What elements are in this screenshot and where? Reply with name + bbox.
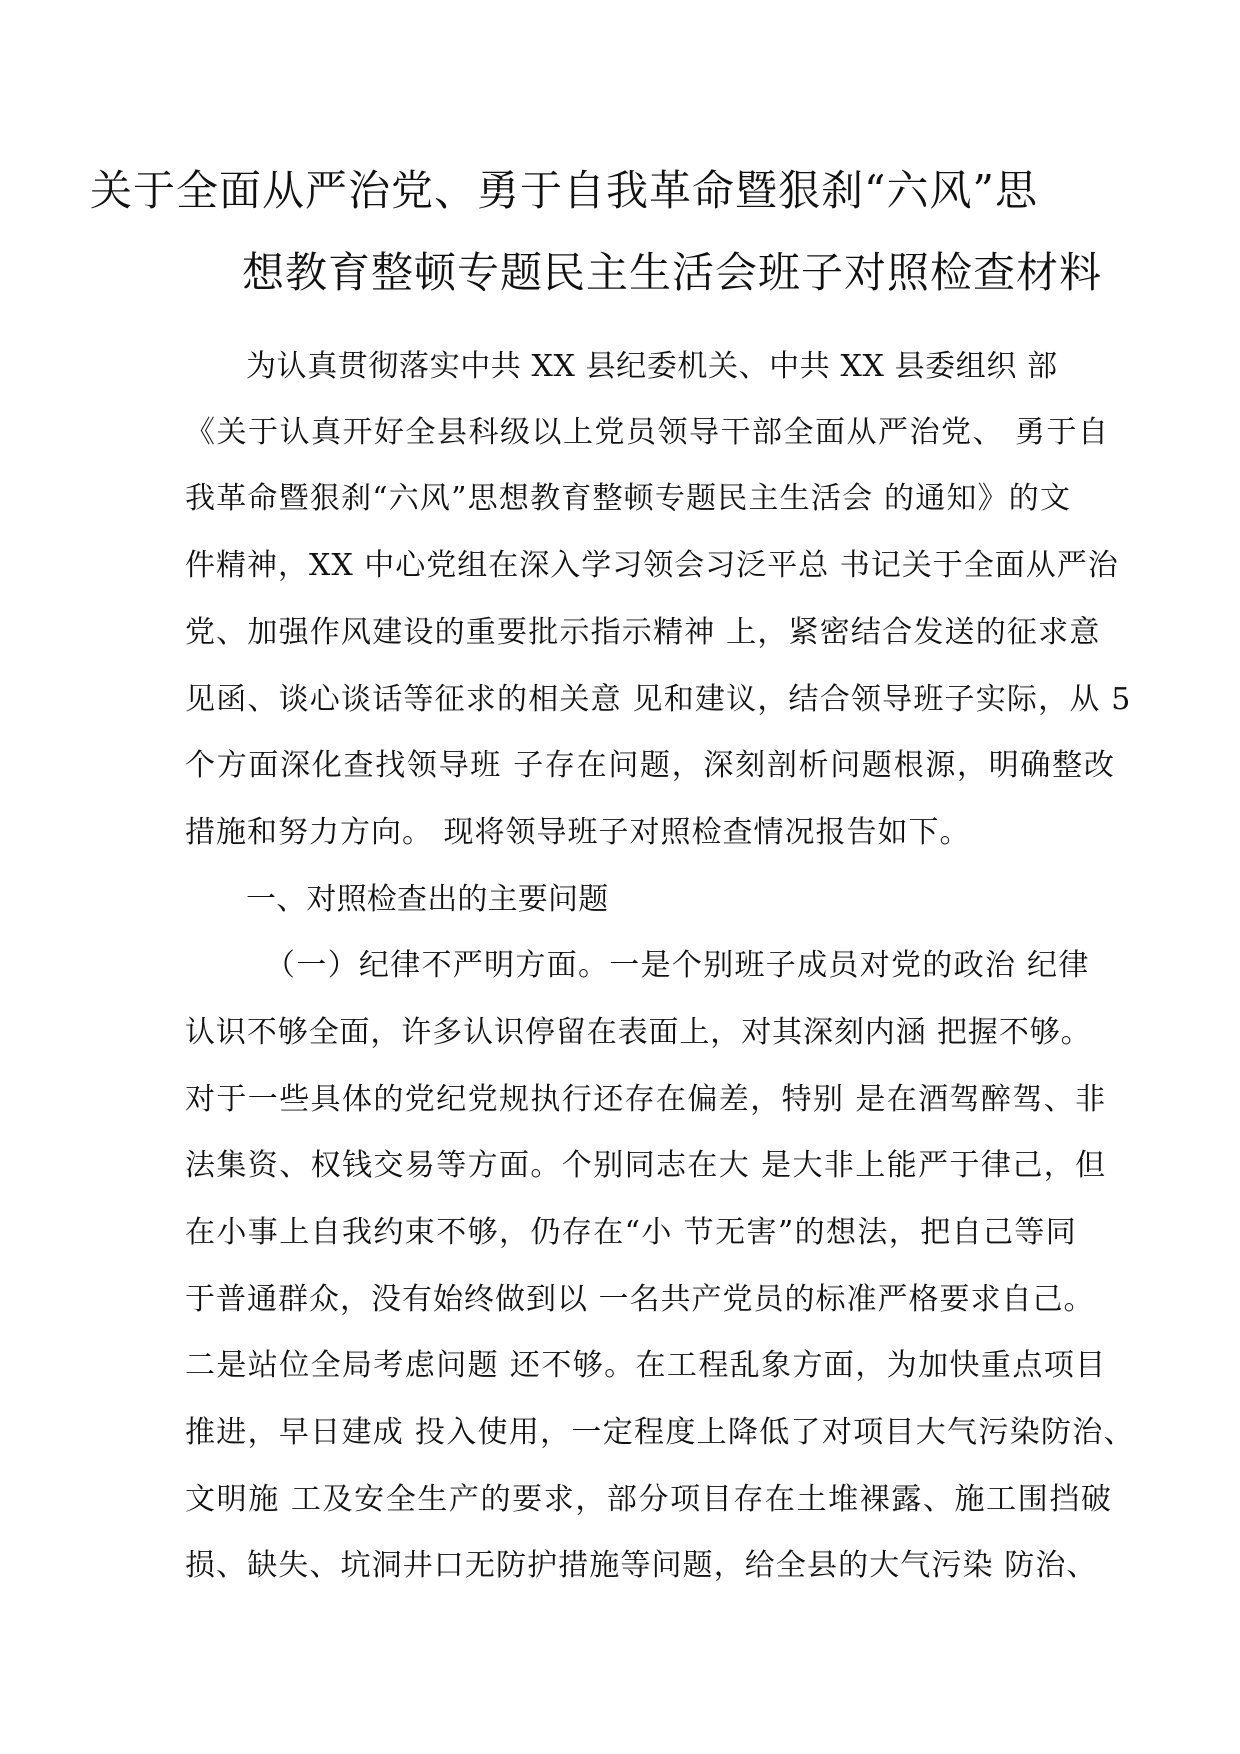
body-line-7: 个方面深化查找领导班 子存在问题，深刻剖析问题根源，明确整改 xyxy=(185,748,1116,783)
section-heading-1: 一、对照检查出的主要问题 xyxy=(246,882,609,917)
body-line-11: 认识不够全面，许多认识停留在表面上，对其深刻内涵 把握不够。 xyxy=(185,1015,1092,1050)
body-line-19: 损、缺失、坑洞井口无防护措施等问题，给全县的大气污染 防治、 xyxy=(185,1548,1098,1583)
body-line-18: 文明施 工及安全生产的要求，部分项目存在土堆裸露、施工围挡破 xyxy=(185,1482,1113,1517)
document-title-line-1: 关于全面从严治党、勇于自我革命暨狠刹“六风”思 xyxy=(90,166,1038,215)
body-line-17: 推进，早日建成 投入使用，一定程度上降低了对项目大气污染防治、 xyxy=(185,1415,1135,1450)
body-line-16: 二是站位全局考虑问题 还不够。在工程乱象方面，为加快重点项目 xyxy=(185,1348,1107,1383)
body-line-13: 法集资、权钱交易等方面。个别同志在大 是大非上能严于律己，但 xyxy=(185,1148,1107,1183)
subsection-heading-1: （一）纪律不严明方面。一是个别班子成员对党的政治 纪律 xyxy=(265,948,1090,983)
body-line-1: 为认真贯彻落实中共 XX 县纪委机关、中共 XX 县委组织 部 xyxy=(246,349,1058,384)
body-line-5: 党、加强作风建设的重要批示指示精神 上，紧密结合发送的征求意 xyxy=(185,615,1101,650)
body-line-12: 对于一些具体的党纪党规执行还存在偏差，特别 是在酒驾醉驾、非 xyxy=(185,1082,1107,1117)
body-line-6: 见函、谈心谈话等征求的相关意 见和建议，结合领导班子实际，从 5 xyxy=(185,682,1132,717)
body-line-3: 我革命暨狠刹“六风”思想教育整顿专题民主生活会 的通知》的文 xyxy=(185,481,1072,516)
body-line-14: 在小事上自我约束不够，仍存在“小 节无害”的想法，把自己等同 xyxy=(185,1215,1078,1250)
body-line-8: 措施和努力方向。 现将领导班子对照检查情况报告如下。 xyxy=(185,815,971,850)
body-line-2: 《关于认真开好全县科级以上党员领导干部全面从严治党、 勇于自 xyxy=(185,415,1110,450)
document-title-line-2: 想教育整顿专题民主生活会班子对照检查材料 xyxy=(242,248,1103,297)
body-line-4: 件精神，XX 中心党组在深入学习领会习泛平总 书记关于全面从严治 xyxy=(185,548,1119,583)
body-line-15: 于普通群众，没有始终做到以 一名共产党员的标准严格要求自己。 xyxy=(185,1282,1095,1317)
